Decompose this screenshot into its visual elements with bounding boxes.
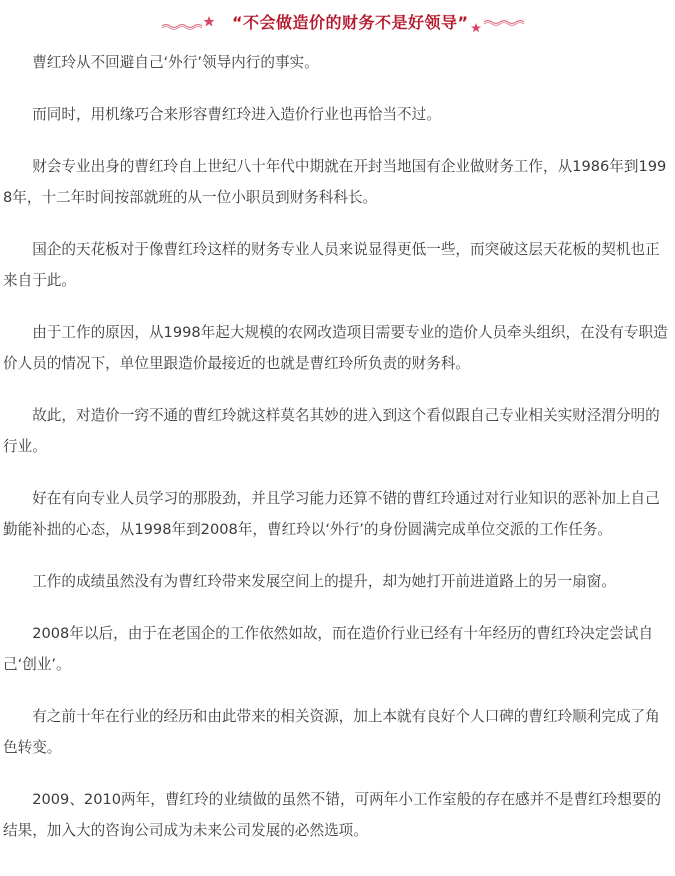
paragraph: 由于工作的原因，从1998年起大规模的农网改造项目需要专业的造价人员牵头组织，在没有专职造价人员的情况下，单位里跟造价最接近的也就是曹红玲所负责的财务科。 bbox=[3, 324, 668, 372]
wave-line-icon bbox=[470, 14, 530, 36]
paragraph: 而同时，用机缘巧合来形容曹红玲进入造价行业也再恰当不过。 bbox=[32, 106, 441, 123]
star-icon bbox=[204, 16, 215, 27]
article-body bbox=[3, 47, 669, 867]
paragraph: 国企的天花板对于像曹红玲这样的财务专业人员来说显得更低一些，而突破这层天花板的契机也正来自于此。 bbox=[3, 241, 660, 289]
paragraph: 财会专业出身的曹红玲自上世纪八十年代中期就在开封当地国有企业做财务工作，从1986年到1998年，十二年时间按部就班的从一位小职员到财务科科长。 bbox=[3, 158, 667, 206]
section-title: “不会做造价的财务不是好领导” bbox=[232, 13, 469, 32]
wave-star-decoration-left bbox=[160, 14, 220, 36]
paragraph: 2009、2010两年，曹红玲的业绩做的虽然不错，可两年小工作室般的存在感并不是曹红玲想要的结果，加入大的咨询公司成为未来公司发展的必然选项。 bbox=[3, 791, 662, 839]
paragraph: 故此，对造价一窍不通的曹红玲就这样莫名其妙的进入到这个看似跟自己专业相关实财泾渭分明的行业。 bbox=[3, 407, 660, 455]
paragraph: 2008年以后，由于在老国企的工作依然如故，而在造价行业已经有十年经历的曹红玲决定尝试自己‘创业’。 bbox=[3, 625, 654, 673]
paragraph: 好在有向专业人员学习的那股劲，并且学习能力还算不错的曹红玲通过对行业知识的恶补加上自己勤能补拙的心态，从1998年到2008年，曹红玲以‘外行’的身份圆满完成单位交派的工作任务。 bbox=[3, 490, 660, 538]
wave-star-decoration-right bbox=[470, 14, 530, 40]
star-icon bbox=[471, 23, 481, 32]
paragraph: 有之前十年在行业的经历和由此带来的相关资源，加上本就有良好个人口碑的曹红玲顺利完成了角色转变。 bbox=[3, 708, 660, 756]
section-header bbox=[0, 6, 675, 36]
paragraph: 工作的成绩虽然没有为曹红玲带来发展空间上的提升，却为她打开前进道路上的另一扇窗。 bbox=[32, 573, 616, 590]
wave-line-icon bbox=[160, 14, 220, 32]
paragraph: 曹红玲从不回避自己‘外行’领导内行的事实。 bbox=[32, 54, 319, 71]
